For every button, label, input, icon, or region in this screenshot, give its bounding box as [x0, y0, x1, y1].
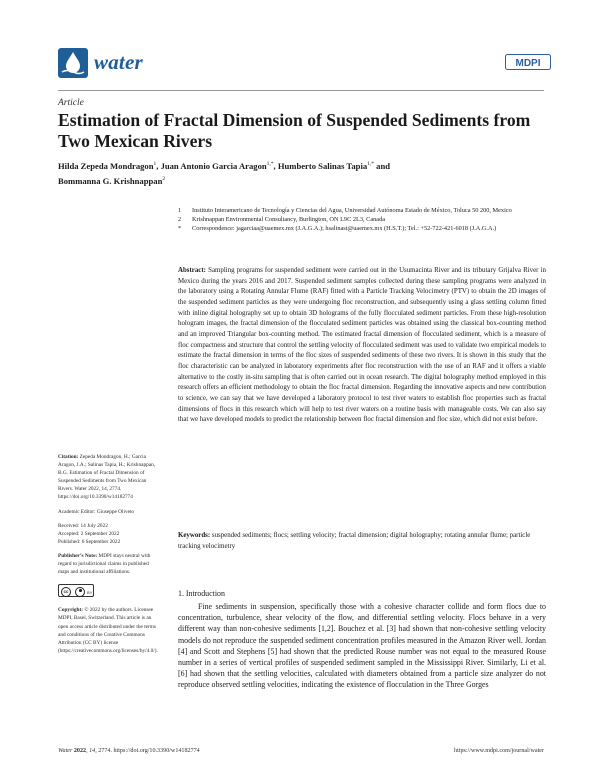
copyright-block: Copyright: © 2022 by the authors. Licensee MDPI, Basel, Switzerland. This article is an open access article distributed under the terms and conditions of the Creative Commons Attribution (CC BY) license (https://creativecommons.org/licenses/by/4.0/). — [58, 607, 158, 654]
citation-text: Zepeda Mondragon, H.; Garcia Aragon, J.A.; Salinas Tapia, H.; Krishnappan, B.G. Estimation of Fractal Dimension of Suspended Sediments from Two Mexican Rivers. Water 2022, 14, 2774. https://doi.org/10.3390/w14182774 — [58, 454, 156, 501]
author-sup: 1 — [153, 161, 157, 167]
abstract-text: Sampling programs for suspended sediment were carried out in the Usumacinta River and its tributary Grijalva River in Mexico during the years 2016 and 2017. Suspended sediment samples collected during these sampling programs were analyzed in the laboratory using a Rotating Annular Flume (RAF) fitted with a Particle Tracking Velocimetry (PTV) to obtain the 2D images of the suspended sediment particles as they were undergoing floc reconstruction, and subsequently using a glass settling column fitted with inline digital holography set up to obtain 3D holograms of the fully flocculated sediment particles. From these high-resolution hologram images, the fractal dimension of the flocculated sediment particles was obtained using the classical box-counting method and an improved Triangular box-counting method. The estimated fractal dimension of flocculated sediment, which is a measure of floc compactness and structure that control the settling velocity of flocculated sediment was used to validate two empirical models to estimate the fractal dimension in terms of the floc sizes of suspended sediments of these two rivers. It is shown in this study that the floc characteristic can be analyzed in laboratory experiments after floc reconstruction with the use of an RAF and it offers a viable alternative to the costly in-situ sampling that is often carried out in ocean research. The digital holography method employed in this research offers an efficient methodology to obtain the floc fractal dimension. Regarding the innovative aspects and new contribution to science, we can say that we have developed a laboratory protocol to test river waters to establish floc properties such as fractal dimensions of flocs in this research which will help to test river waters on a routine basis with manageable costs. We can also say that we have developed models to predict the relationship between floc fractal dimension and floc size, which did not exist before. — [178, 267, 546, 424]
author-name: Bommanna G. Krishnappan — [58, 175, 163, 186]
cc-by-license-icon — [58, 584, 94, 597]
abstract — [178, 266, 546, 426]
by-label: BY — [87, 590, 93, 596]
author-sup: 2 — [162, 175, 166, 182]
author-sup: 1,* — [266, 161, 274, 167]
accepted-date: Accepted: 2 September 2022 — [58, 530, 120, 537]
author-name: Juan Antonio Garcia Aragon — [160, 160, 267, 171]
published-date: Published: 6 September 2022 — [58, 538, 121, 545]
citation-label: Citation: — [58, 454, 79, 460]
affiliations — [178, 206, 548, 234]
affiliation-item: 2 Krishnappan Environmental Consultancy, Burlington, ON L9C 2L3, Canada — [178, 216, 386, 224]
section-heading: 1. Introduction — [178, 589, 225, 598]
intro-body — [178, 601, 546, 691]
journal-name: water — [94, 50, 143, 74]
author-name: Hilda Zepeda Mondragon — [58, 160, 154, 171]
received-date: Received: 14 July 2022 — [58, 522, 108, 529]
page-title: Estimation of Fractal Dimension of Suspended Sediments from Two Mexican Rivers — [58, 110, 531, 151]
publisher-name: MDPI — [515, 58, 541, 69]
sidebar — [58, 453, 158, 661]
footer-url[interactable]: https://www.mdpi.com/journal/water — [454, 748, 544, 754]
author-list: Hilda Zepeda Mondragon$^1$, Juan Antonio Garcia Aragon$^{1,*}$, Humberto Salinas Tapia$^{1,*}$ and Bommanna G. Krishnappan$^2$ — [58, 160, 391, 186]
author-name: Humberto Salinas Tapia — [277, 160, 368, 171]
affiliation-item: 1 Instituto Interamericano de Tecnología y Ciencias del Agua, Universidad Autónoma Estado de México, Toluca 50 200, Mexico — [178, 207, 512, 214]
academic-editor: Academic Editor: Giuseppe Oliveto — [58, 508, 135, 515]
abstract-label: Abstract: — [178, 267, 206, 274]
intro-paragraph: Fine sediments in suspension, specifically those with a cohesive character collide and form flocs due to concentration, turbulence, shear velocity of the flow, and differential settling velocity. Flocs behave in a very different way than non-cohesive sediments [1,2]. Bouchez et al. [3] had shown that non-cohesive settling velocity models do not reproduce the suspended sediment concentration profiles measured in the Amazon River well. Jordan [4] and Scott and Stephens [5] had shown that the predicted Rouse number was not equal to the measured Rouse number in a series of vertical profiles of suspended sediment sampled in the Mississippi River. Similarly, Li et al. [6] had shown that the settling velocities, calculated with diameters obtained from a particle size analyzer do not reproduce observed settling velocities, indicating the existence of flocculation in the Three Gorges — [178, 602, 546, 690]
affiliation-item: * Correspondence: jagarciaa@uaemex.mx (J.A.G.A.); hsalinast@uaemex.mx (H.S.T.); Tel.: +52-722-421-6018 (J.A.G.A.) — [178, 225, 497, 233]
publisher-note: Publisher’s Note: MDPI stays neutral with regard to jurisdictional claims in published maps and institutional affiliations. — [58, 552, 151, 576]
dates-block — [58, 522, 158, 546]
person-icon — [75, 587, 85, 597]
water-drop-logo-icon — [58, 48, 88, 78]
header-divider — [58, 90, 544, 91]
footer-citation: Water 2022, 14, 2774. https://doi.org/10.3390/w14182774 — [58, 748, 200, 754]
keywords — [178, 531, 546, 552]
mdpi-logo-icon — [505, 54, 551, 70]
keywords-text: suspended sediments; flocs; settling velocity; fractal dimension; digital holography; rotating annular flume; particle tracking velocimetry — [178, 532, 531, 550]
citation-block — [58, 453, 158, 502]
cc-icon: cc — [61, 587, 71, 597]
article-type: Article — [58, 98, 84, 108]
keywords-label: Keywords: — [178, 532, 211, 539]
author-sup: 1,* — [367, 161, 375, 167]
